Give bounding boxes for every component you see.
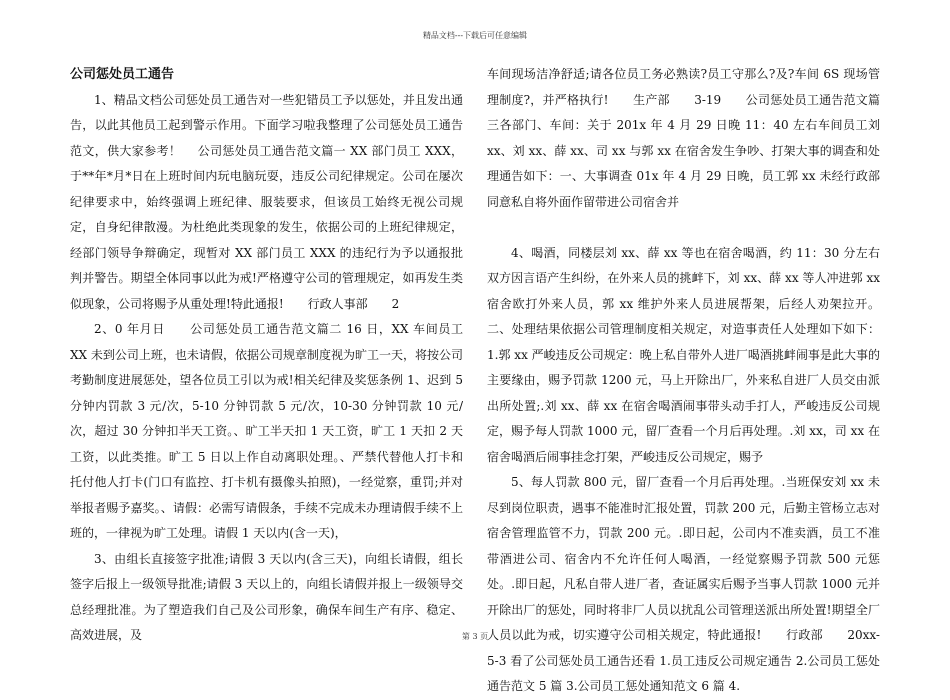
paragraph-4: 4、喝酒，同楼层刘 xx、薛 xx 等也在宿舍喝酒，约 11：30 分左右双方因言语产生纠纷，在外来人员的挑衅下，刘 xx、薛 xx 等人冲进郭 xx 宿舍欧打外来人员，郭 xx 维护外来人员进展帮架，后经人劝架拉开。二、处理结果依据公司管理制度相关规定，对造事责任人处理如下如下：1.郭 xx 严峻违反公司规定：晚上私自带外人进厂喝酒挑衅闹事是此大事的主要缘由，赐予罚款 1200 元，马上开除出厂，外来私自进厂人员交由派出所处置;.刘 xx、薛 xx 在宿舍喝酒闹事带头动手打人，严峻违反公司规定，赐予每人罚款 1000 元，留厂查看一个月后再处理。.刘 xx，司 xx 在宿舍喝酒后闹事挂念打架，严峻违反公司规定，赐予 bbox=[487, 245, 880, 464]
page-header: 精品文档---下载后可任意编辑 bbox=[422, 31, 528, 40]
right-column bbox=[487, 62, 880, 700]
page-number: 第 3 页 bbox=[461, 632, 489, 641]
left-column bbox=[70, 62, 463, 649]
paragraph-gap bbox=[487, 215, 880, 241]
document-title: 公司惩处员工通告 bbox=[70, 67, 175, 82]
paragraph-continued: 车间现场洁净舒适;请各位员工务必熟读?员工守那么?及?车间 6S 现场管理制度?，并严格执行! 生产部 3-19 公司惩处员工通告范文篇三各部门、车间：关于 201x 年 4 月 29 日晚 11：40 左右车间员工刘 xx、刘 xx、薛 xx、司 xx 与郭 xx 在宿舍发生争吵、打架大事的调查和处理通告如下：一、大事调查 01x 年 4 月 29 日晚，员工郭 xx 未经行政部同意私自将外面作留带进公司宿舍并 bbox=[487, 67, 880, 209]
paragraph-2: 2、0 年月日 公司惩处员工通告范文篇二 16 日，XX 车间员工 XX 未到公司上班，也未请假，依据公司规章制度视为旷工一天，将按公司考勤制度进展惩处，望各位员工引以为戒!相关纪律及奖惩条例 1、迟到 5 分钟内罚款 3 元/次，5-10 分钟罚款 5 元/次，10-30 分钟罚款 10 元/次，超过 30 分钟扣半天工资。、旷工半天扣 1 天工资，旷工 1 天扣 2 天工资，以此类推。旷工 5 日以上作自动离职处理。、严禁代替他人打卡和托付他人打卡(门口有监控、打卡机有摄像头拍照)，一经觉察，重罚;并对举报者赐予嘉奖。、请假：必需写请假条，手续不完成未办理请假手续不上班的，一律视为旷工处理。请假 1 天以内(含一天)， bbox=[70, 322, 463, 540]
paragraph-5: 5、每人罚款 800 元，留厂查看一个月后再处理。.当班保安刘 xx 未尽到岗位职责，遇事不能准时汇报处置，罚款 200 元，后勤主管杨立志对宿舍管理监管不力，罚款 200 元。.即日起，公司内不准卖酒，员工不准带酒进公司、宿舍内不允许任何人喝酒，一经觉察赐予罚款 500 元惩处。.即日起，凡私自带人进厂者，查证属实后赐予当事人罚款 1000 元并开除出厂的惩处，同时将非厂人员以扰乱公司管理送派出所处置!期望全厂人员以此为戒，切实遵守公司相关规定，特此通报! 行政部 20xx-5-3 看了公司惩处员工通告还看 1.员工违反公司规定通告 2.公司员工惩处通告范文 5 篇 3.公司员工惩处通知范文 6 篇 4. bbox=[487, 475, 880, 693]
paragraph-1: 1、精品文档公司惩处员工通告对一些犯错员工予以惩处，并且发出通告，以此其他员工起到警示作用。下面学习啦我整理了公司惩处员工通告范文，供大家参考！ 公司惩处员工通告范文篇一 XX 部门员工 XXX，于**年*月*日在上班时间内玩电脑玩耍，违反公司纪律规定。公司在屡次纪律要求中，始终强调上班纪律、服装要求，但该员工始终无视公司规定，自身纪律散漫。为杜绝此类现象的发生，依据公司的上班纪律规定，经部门领导争辩确定，现暂对 XX 部门员工 XXX 的违纪行为予以通报批判并警告。期望全体同事以此为戒!严格遵守公司的管理规定，如再发生类似现象，公司将赐予从重处理!特此通报! 行政人事部 2 bbox=[70, 92, 463, 311]
paragraph-3: 3、由组长直接签字批准;请假 3 天以内(含三天)，向组长请假，组长签字后报上一级领导批准;请假 3 天以上的，向组长请假并报上一级领导交总经理批准。为了塑造我们自己及公司形象，确保车间生产有序、稳定、高效进展，及 bbox=[70, 551, 463, 642]
